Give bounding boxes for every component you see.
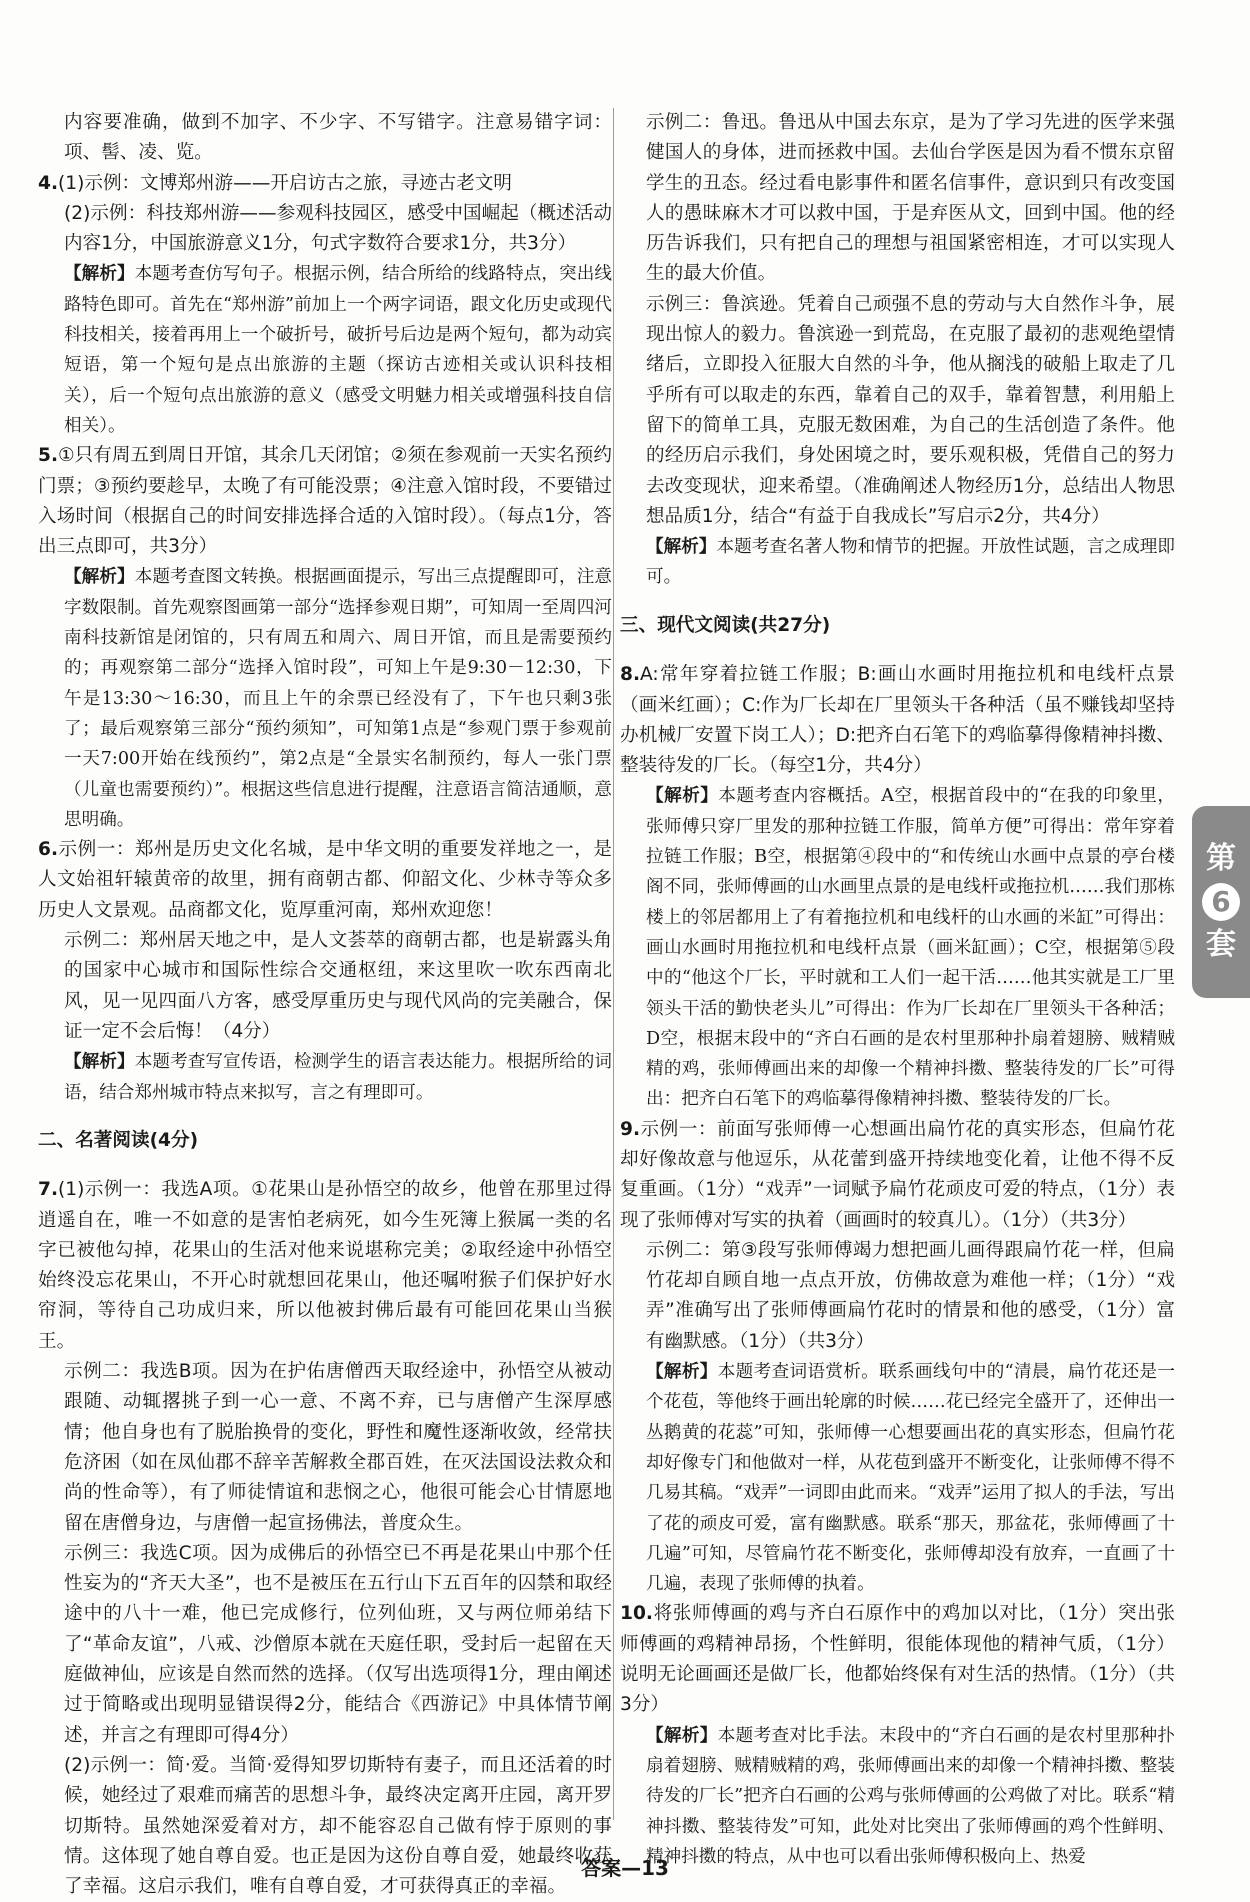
q7-analysis: 【解析】本题考查名著人物和情节的把握。开放性试题，言之成理即可。 [646,537,1175,588]
section-2-heading: 二、名著阅读(4分) [38,1130,199,1152]
q7-part-1: 7.(1)示例一：我选A项。①花果山是孙悟空的故乡，他曾在那里过得逍遥自在，唯一不如意的是害怕老病死，如今生死簿上猴属一类的名字已被他勾掉，花果山的生活对他来说堪称完美；②取经途中孙悟空始终没忘花果山，不开心时就想回花果山，他还嘱咐猴子们保护好水帘洞，等待自己功成归来，所以他被封佛后最有可能回花果山当猴王。 [38,1179,612,1352]
set-number-tab [1192,806,1250,998]
tab-prefix: 第 [1206,841,1236,876]
q6-example-2: 示例二：郑州居天地之中，是人文荟萃的商朝古都，也是崭露头角的国家中心城市和国际性综合交通枢纽，来这里吹一吹东西南北风，见一见四面八方客，感受厚重历史与现代风尚的完美融合，保证一定不会后悔！（4分） [64,930,612,1042]
left-column [38,108,612,1902]
q10-answer: 10.将张师傅画的鸡与齐白石原作中的鸡加以对比，（1分）突出张师傅画的鸡精神昂扬，个性鲜明，很能体现他的精神气质，（1分）说明无论画画还是做厂长，他都始终保有对生活的热情。（1分）（共3分） [620,1603,1175,1716]
right-column [620,108,1175,1872]
q7-example-2-cont: 示例二：鲁迅。鲁迅从中国去东京，是为了学习先进的医学来强健国人的身体，进而拯救中国。去仙台学医是因为看不惯东京留学生的丑态。经过看电影事件和匿名信事件，意识到只有改变国人的愚昧麻木才可以救中国，于是弃医从文，回到中国。他的经历告诉我们，只有把自己的理想与祖国紧密相连，才可以实现人生的最大价值。 [646,112,1175,285]
q5-analysis: 【解析】本题考查图文转换。根据画面提示，写出三点提醒即可，注意字数限制。首先观察图画第一部分“选择参观日期”，可知周一至周四河南科技新馆是闭馆的，只有周五和周六、周日开馆，而且是需要预约的；再观察第二部分“选择入馆时段”，可知上午是9:30－12:30，下午是13:30～16:30，而且上午的余票已经没有了，下午也只剩3张了；最后观察第三部分“预约须知”，可知第1点是“参观门票于参观前一天7:00开始在线预约”，第2点是“全景实名制预约，每人一张门票（儿童也需要预约）”。根据这些信息进行提醒，注意语言简洁通顺，意思明确。 [64,567,612,830]
q4-answer-1: 4.(1)示例：文博郑州游——开启访古之旅，寻迹古老文明 [38,172,513,194]
q9-analysis: 【解析】本题考查词语赏析。联系画线句中的“清晨，扁竹花还是一个花苞，等他终于画出轮廓的时候……花已经完全盛开了，还伸出一丛鹅黄的花蕊”可知，张师傅一心想要画出花的真实形态，但扁竹花却好像专门和他做对一样，从花苞到盛开不断变化，让张师傅不得不几易其稿。“戏弄”一词即由此而来。“戏弄”运用了拟人的手法，写出了花的顽皮可爱，富有幽默感。联系“那天，那盆花，张师傅画了十几遍”可知，尽管扁竹花不断变化，张师傅却没有放弃，一直画了十几遍，表现了张师傅的执着。 [646,1362,1175,1595]
intro-text: 内容要准确，做到不加字、不少字、不写错字。注意易错字词：项、髻、凌、览。 [64,112,612,164]
page-number: 答案—13 [581,1856,669,1880]
tab-suffix: 套 [1206,927,1236,962]
q7-example-3-cont: 示例三：鲁滨逊。凭着自己顽强不息的劳动与大自然作斗争，展现出惊人的毅力。鲁滨逊一到荒岛，在克服了最初的悲观绝望情绪后，立即投入征服大自然的斗争，他从搁浅的破船上取走了几乎所有可以取走的东西，靠着自己的双手，靠着智慧，利用船上留下的简单工具，克服无数困难，为自己的生活创造了条件。他的经历启示我们，身处困境之时，要乐观积极，凭借自己的努力去改变现状，迎来希望。（准确阐述人物经历1分，总结出人物思想品质1分，结合“有益于自我成长”写启示2分，共4分） [646,293,1175,527]
q8-answer: 8.A:常年穿着拉链工作服；B:画山水画时用拖拉机和电线杆点景（画米红画）；C:作为厂长却在厂里领头干各种活（虽不赚钱却坚持办机械厂安置下岗工人）；D:把齐白石笔下的鸡临摹得像精神抖擞、整装待发的厂长。（每空1分，共4分） [620,664,1175,777]
q6-example-1: 6.示例一：郑州是历史文化名城，是中华文明的重要发祥地之一，是人文始祖轩辕黄帝的故里，拥有商朝古都、仰韶文化、少林寺等众多历史人文景观。品商都文化，览厚重河南，郑州欢迎您！ [38,839,612,921]
section-3-heading: 三、现代文阅读(共27分) [620,615,831,637]
q4-answer-2: (2)示例：科技郑州游——参观科技园区，感受中国崛起（概述活动内容1分，中国旅游意义1分，句式字数符合要求1分，共3分） [64,202,612,255]
q9-answer-1: 9.示例一：前面写张师傅一心想画出扁竹花的真实形态，但扁竹花却好像故意与他逗乐，从花蕾到盛开持续地变化着，让他不得不反复重画。（1分）“戏弄”一词赋予扁竹花顽皮可爱的特点，（1分）表现了张师傅对写实的执着（画画时的较真儿）。（1分）（共3分） [620,1118,1175,1231]
q6-analysis: 【解析】本题考查写宣传语，检测学生的语言表达能力。根据所给的词语，结合郑州城市特点来拟写，言之有理即可。 [64,1052,612,1103]
q7-part-2: 示例二：我选B项。因为在护佑唐僧西天取经途中，孙悟空从被动跟随、动辄撂挑子到一心一意、不离不弃，已与唐僧产生深厚感情；他自身也有了脱胎换骨的变化，野性和魔性逐渐收敛，经常扶危济困（如在凤仙郡不辞辛苦解救全郡百姓，在灭法国设法救众和尚的性命等），有了师徒情谊和悲悯之心，他很可能会心甘情愿地留在唐僧身边，与唐僧一起宣扬佛法，普度众生。 [64,1361,612,1534]
q7-part-3: 示例三：我选C项。因为成佛后的孙悟空已不再是花果山中那个任性妄为的“齐天大圣”，也不是被压在五行山下五百年的囚禁和取经途中的八十一难，他已完成修行，位列仙班，又与两位师弟结下了“革命友谊”，八戒、沙僧原本就在天庭任职，受封后一起留在天庭做神仙，应该是自然而然的选择。（仅写出选项得1分，理由阐述过于简略或出现明显错误得2分，能结合《西游记》中具体情节阐述，并言之有理即可得4分） [64,1542,612,1746]
column-divider [613,108,614,1820]
q8-analysis: 【解析】本题考查内容概括。A空，根据首段中的“在我的印象里，张师傅只穿厂里发的那种拉链工作服，简单方便”可得出：常年穿着拉链工作服；B空，根据第④段中的“和传统山水画中点景的亭台楼阁不同，张师傅画的山水画里点景的是电线杆或拖拉机……我们那栋楼上的邻居都用上了有着拖拉机和电线杆的山水画的米缸”可得出：画山水画时用拖拉机和电线杆点景（画米缸画）；C空，根据第⑤段中的“他这个厂长，平时就和工人们一起干活……他其实就是工厂里领头干活的勤快老头儿”可得出：作为厂长却在厂里领头干各种活；D空，根据末段中的“齐白石画的是农村里那种扑扇着翅膀、贼精贼精的鸡，张师傅画出来的却像一个精神抖擞、整装待发的厂长”可得出：把齐白石笔下的鸡临摹得像精神抖擞、整装待发的厂长。 [646,786,1175,1110]
q5-answer: 5.①只有周五到周日开馆，其余几天闭馆；②须在参观前一天实名预约门票；③预约要趁早，太晚了有可能没票；④注意入馆时段，不要错过入场时间（根据自己的时间安排选择合适的入馆时段）。（每点1分，答出三点即可，共3分） [38,445,612,558]
q10-analysis: 【解析】本题考查对比手法。末段中的“齐白石画的是农村里那种扑扇着翅膀、贼精贼精的鸡，张师傅画出来的却像一个精神抖擞、整装待发的厂长”把齐白石画的公鸡与张师傅画的公鸡做了对比。联系“精神抖擞、整装待发”可知，此处对比突出了张师傅画的鸡个性鲜明、精神抖擞的特点，从中也可以看出张师傅积极向上、热爱 [646,1725,1175,1867]
q4-analysis: 【解析】本题考查仿写句子。根据示例，结合所给的线路特点，突出线路特色即可。首先在“郑州游”前加上一个两字词语，跟文化历史或现代科技相关，接着再用上一个破折号，破折号后边是两个短句，都为动宾短语，第一个短句是点出旅游的主题（探访古迹相关或认识科技相关），后一个短句点出旅游的意义（感受文明魅力相关或增强科技自信相关）。 [64,264,612,436]
q9-answer-2: 示例二：第③段写张师傅竭力想把画儿画得跟扁竹花一样，但扁竹花却自顾自地一点点开放，仿佛故意为难他一样；（1分）“戏弄”准确写出了张师傅画扁竹花时的情景和他的感受，（1分）富有幽默感。（1分）（共3分） [646,1239,1175,1352]
q7-part-4: (2)示例一：简·爱。当简·爱得知罗切斯特有妻子，而且还活着的时候，她经过了艰难而痛苦的思想斗争，最终决定离开庄园，离开罗切斯特。虽然她深爱着对方，却不能容忍自己做有悖于原则的事情。这体现了她自尊自爱。也正是因为这份自尊自爱，她最终收获了幸福。这启示我们，唯有自尊自爱，才可获得真正的幸福。 [64,1754,612,1898]
tab-number: 6 [1202,883,1240,921]
